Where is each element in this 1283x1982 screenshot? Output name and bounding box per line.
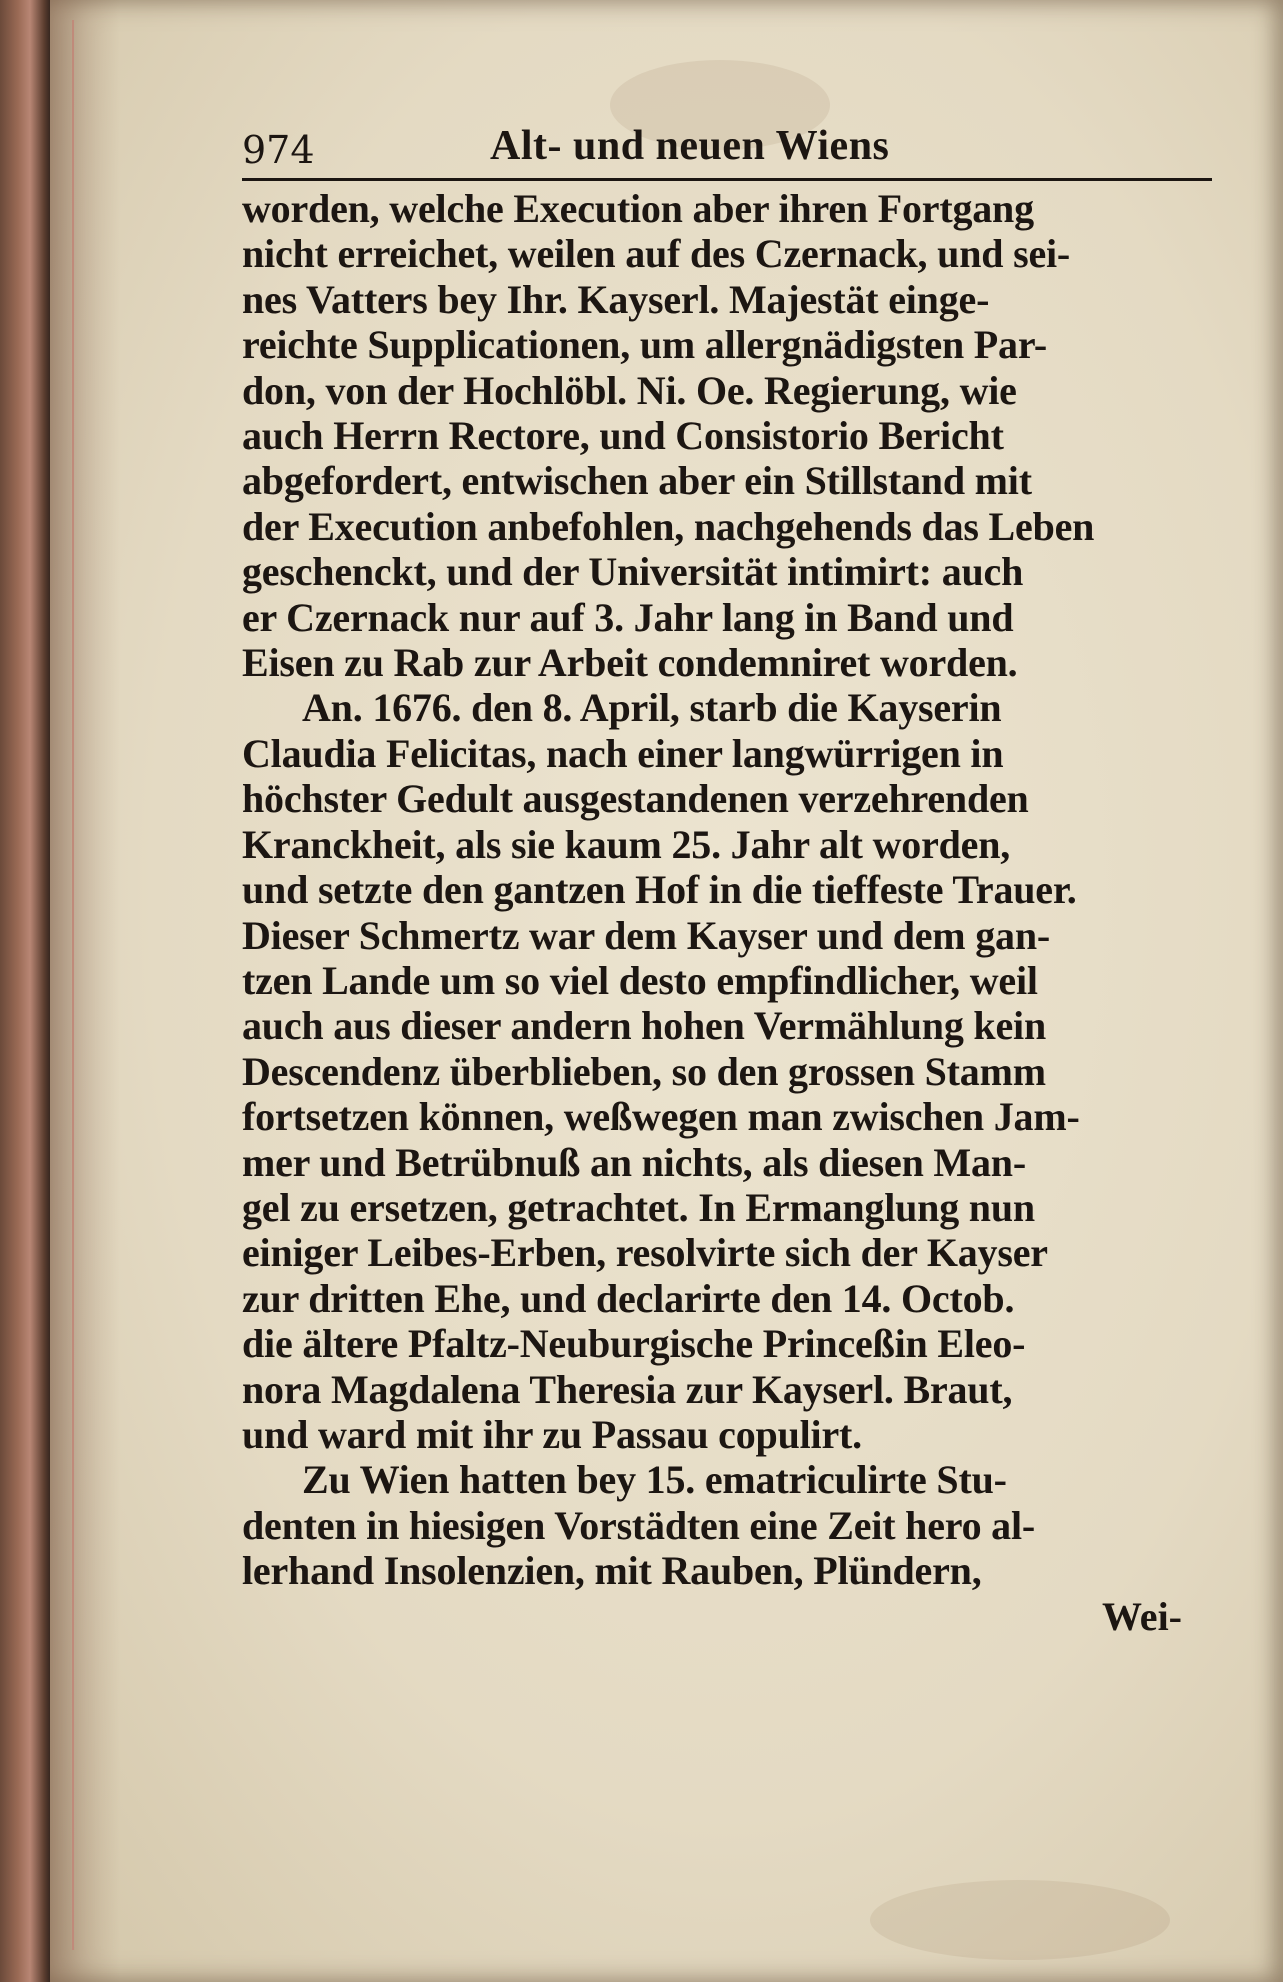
- text-line: tzen Lande um so viel desto empfindlicher, weil: [242, 957, 1038, 1003]
- header-rule: [242, 178, 1212, 181]
- running-title: Alt- und neuen Wiens: [490, 123, 890, 169]
- text-line: Dieser Schmertz war dem Kayser und dem gan-: [242, 912, 1050, 958]
- text-line: reichte Supplicationen, um allergnädigsten Par-: [242, 322, 1048, 368]
- text-line: nes Vatters bey Ihr. Kayserl. Majestät einge-: [242, 276, 990, 322]
- text-line: er Czernack nur auf 3. Jahr lang in Band und: [242, 594, 1014, 640]
- text-line: der Execution anbefohlen, nachgehends das Leben: [242, 503, 1095, 549]
- text-line: denten in hiesigen Vorstädten eine Zeit hero al-: [242, 1502, 1036, 1548]
- text-line: abgefordert, entwischen aber ein Stillstand mit: [242, 458, 1032, 504]
- paper-stain: [870, 1880, 1170, 1960]
- text-line: auch aus dieser andern hohen Vermählung kein: [242, 1003, 1046, 1049]
- text-line: höchster Gedult ausgestandenen verzehrenden: [242, 776, 1029, 822]
- catchword: Wei-: [1102, 1593, 1182, 1639]
- text-line: nora Magdalena Theresia zur Kayserl. Braut,: [242, 1366, 1013, 1412]
- page-text: [190, 108, 1220, 1639]
- text-line: und ward mit ihr zu Passau copulirt.: [242, 1411, 862, 1457]
- text-line: mer und Betrübnuß an nichts, als diesen Man-: [242, 1139, 1026, 1185]
- text-line: auch Herrn Rectore, und Consistorio Bericht: [242, 413, 1004, 459]
- text-line: geschenckt, und der Universität intimirt: auch: [242, 549, 1024, 595]
- paragraph-start-line: Zu Wien hatten bey 15. ematriculirte Stu-: [302, 1457, 1007, 1503]
- page-gutter-shadow: [50, 0, 120, 1982]
- text-line: don, von der Hochlöbl. Ni. Oe. Regierung, wie: [242, 367, 1017, 413]
- body-text: [190, 186, 1222, 1639]
- text-line: fortsetzen können, weßwegen man zwischen Jam-: [242, 1094, 1080, 1140]
- text-line: nicht erreichet, weilen auf des Czernack, und sei-: [242, 231, 1071, 277]
- paragraph-start-line: An. 1676. den 8. April, starb die Kayserin: [302, 685, 1002, 731]
- text-line: die ältere Pfaltz-Neuburgische Princeßin Eleo-: [242, 1321, 1026, 1367]
- text-line: einiger Leibes-Erben, resolvirte sich der Kayser: [242, 1230, 1048, 1276]
- text-line: Kranckheit, als sie kaum 25. Jahr alt worden,: [242, 821, 1011, 867]
- page-number: 974: [242, 128, 315, 172]
- text-line: zur dritten Ehe, und declarirte den 14. Octob.: [242, 1275, 1015, 1321]
- text-line: gel zu ersetzen, getrachtet. In Ermanglung nun: [242, 1184, 1035, 1230]
- text-line: Eisen zu Rab zur Arbeit condemniret worden.: [242, 640, 1018, 686]
- text-line: Claudia Felicitas, nach einer langwürrigen in: [242, 730, 1004, 776]
- text-line: Descendenz überblieben, so den grossen Stamm: [242, 1048, 1046, 1094]
- page-edge-line: [72, 20, 74, 1950]
- text-line: und setzte den gantzen Hof in die tieffeste Trauer.: [242, 867, 1077, 913]
- page-header: [190, 108, 1220, 186]
- text-line: lerhand Insolenzien, mit Rauben, Plündern,: [242, 1548, 982, 1594]
- text-line: worden, welche Execution aber ihren Fortgang: [242, 186, 1034, 231]
